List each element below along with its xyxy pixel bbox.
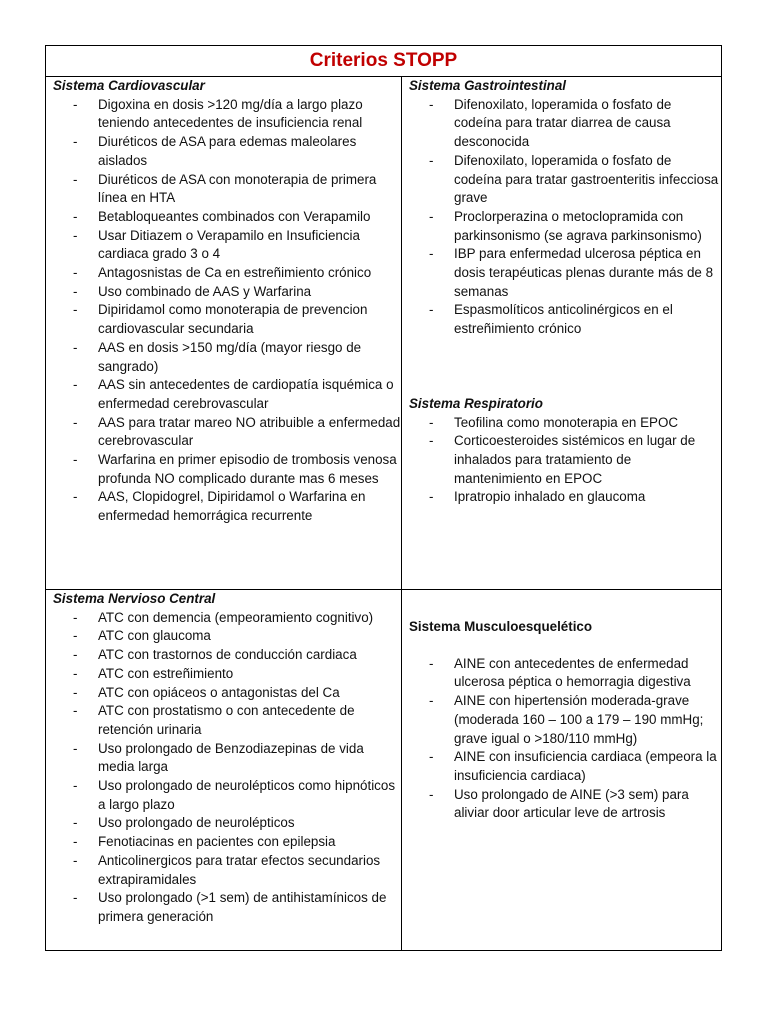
list-item: - Warfarina en primer episodio de trombosis venosa profunda NO complicado durante mas 6 meses [53,451,401,488]
list-item: - Digoxina en dosis >120 mg/día a largo plazo teniendo antecedentes de insuficiencia renal [53,96,401,133]
gastrointestinal-list [409,96,721,339]
list-item: - Antagosnistas de Ca en estreñimiento crónico [53,264,401,283]
list-item: - ATC con demencia (empeoramiento cognitivo) [53,609,401,628]
table-row [46,77,721,590]
respiratory-section-title: Sistema Respiratorio [409,395,543,411]
list-item: - Betabloqueantes combinados con Verapamilo [53,208,401,227]
cardiovascular-cell [46,77,402,589]
list-item: - Teofilina como monoterapia en EPOC [409,414,721,433]
stopp-criteria-table [45,45,722,951]
list-item: - Dipiridamol como monoterapia de prevencion cardiovascular secundaria [53,301,401,338]
list-item: - AAS para tratar mareo NO atribuible a enfermedad cerebrovascular [53,414,401,451]
table-row [46,590,721,950]
list-item: - Corticoesteroides sistémicos en lugar de inhalados para tratamiento de mantenimiento en EPOC [409,432,721,488]
list-item: - Diuréticos de ASA para edemas maleolares aislados [53,133,401,170]
list-item: - Difenoxilato, loperamida o fosfato de codeína para tratar gastroenteritis infecciosa grave [409,152,721,208]
list-item: - AINE con hipertensión moderada-grave (moderada 160 – 100 a 179 – 190 mmHg; grave igual o >180/110 mmHg) [409,692,721,748]
list-item: - Proclorperazina o metoclopramida con parkinsonismo (se agrava parkinsonismo) [409,208,721,245]
list-item: - IBP para enfermedad ulcerosa péptica en dosis terapéuticas plenas durante más de 8 semanas [409,245,721,301]
list-item: - ATC con estreñimiento [53,665,401,684]
musculoskeletal-section-title: Sistema Musculoesquelético [409,619,593,634]
list-item: - ATC con glaucoma [53,627,401,646]
gastro-resp-cell [402,77,721,589]
cardiovascular-section-title: Sistema Cardiovascular [53,78,205,93]
list-item: - Uso prolongado de AINE (>3 sem) para aliviar door articular leve de artrosis [409,786,721,823]
list-item: - Fenotiacinas en pacientes con epilepsia [53,833,401,852]
list-item: - Uso prolongado de Benzodiazepinas de vida media larga [53,740,401,777]
list-item: - ATC con prostatismo o con antecedente de retención urinaria [53,702,401,739]
list-item: - Uso prolongado de neurolépticos [53,814,401,833]
snc-section-title: Sistema Nervioso Central [53,591,216,606]
list-item: - AAS sin antecedentes de cardiopatía isquémica o enfermedad cerebrovascular [53,376,401,413]
list-item: - Diuréticos de ASA con monoterapia de primera línea en HTA [53,171,401,208]
list-item: - Uso prolongado de neurolépticos como hipnóticos a largo plazo [53,777,401,814]
respiratory-list [409,414,721,508]
table-title-row [46,46,721,77]
list-item: - Uso combinado de AAS y Warfarina [53,283,401,302]
list-item: - AAS en dosis >150 mg/día (mayor riesgo de sangrado) [53,339,401,376]
list-item: - AAS, Clopidogrel, Dipiridamol o Warfarina en enfermedad hemorrágica recurrente [53,488,401,525]
list-item: - Ipratropio inhalado en glaucoma [409,488,721,507]
list-item: - AINE con antecedentes de enfermedad ulcerosa péptica o hemorragia digestiva [409,655,721,692]
spacer [409,339,721,395]
snc-cell [46,590,402,950]
list-item: - Espasmolíticos anticolinérgicos en el estreñimiento crónico [409,301,721,338]
spacer [409,590,721,618]
musculo-cell [402,590,721,950]
snc-list [53,609,401,927]
spacer [409,637,721,655]
list-item: - Difenoxilato, loperamida o fosfato de codeína para tratar diarrea de causa desconocida [409,96,721,152]
list-item: - AINE con insuficiencia cardiaca (empeora la insuficiencia cardiaca) [409,748,721,785]
list-item: - Anticolinergicos para tratar efectos secundarios extrapiramidales [53,852,401,889]
list-item: - ATC con trastornos de conducción cardiaca [53,646,401,665]
musculoskeletal-list [409,655,721,823]
cardiovascular-list [53,96,401,526]
list-item: - ATC con opiáceos o antagonistas del Ca [53,684,401,703]
gastrointestinal-section-title: Sistema Gastrointestinal [409,78,567,93]
list-item: - Uso prolongado (>1 sem) de antihistamínicos de primera generación [53,889,401,926]
table-title: Criterios STOPP [309,50,458,71]
list-item: - Usar Ditiazem o Verapamilo en Insuficiencia cardiaca grado 3 o 4 [53,227,401,264]
